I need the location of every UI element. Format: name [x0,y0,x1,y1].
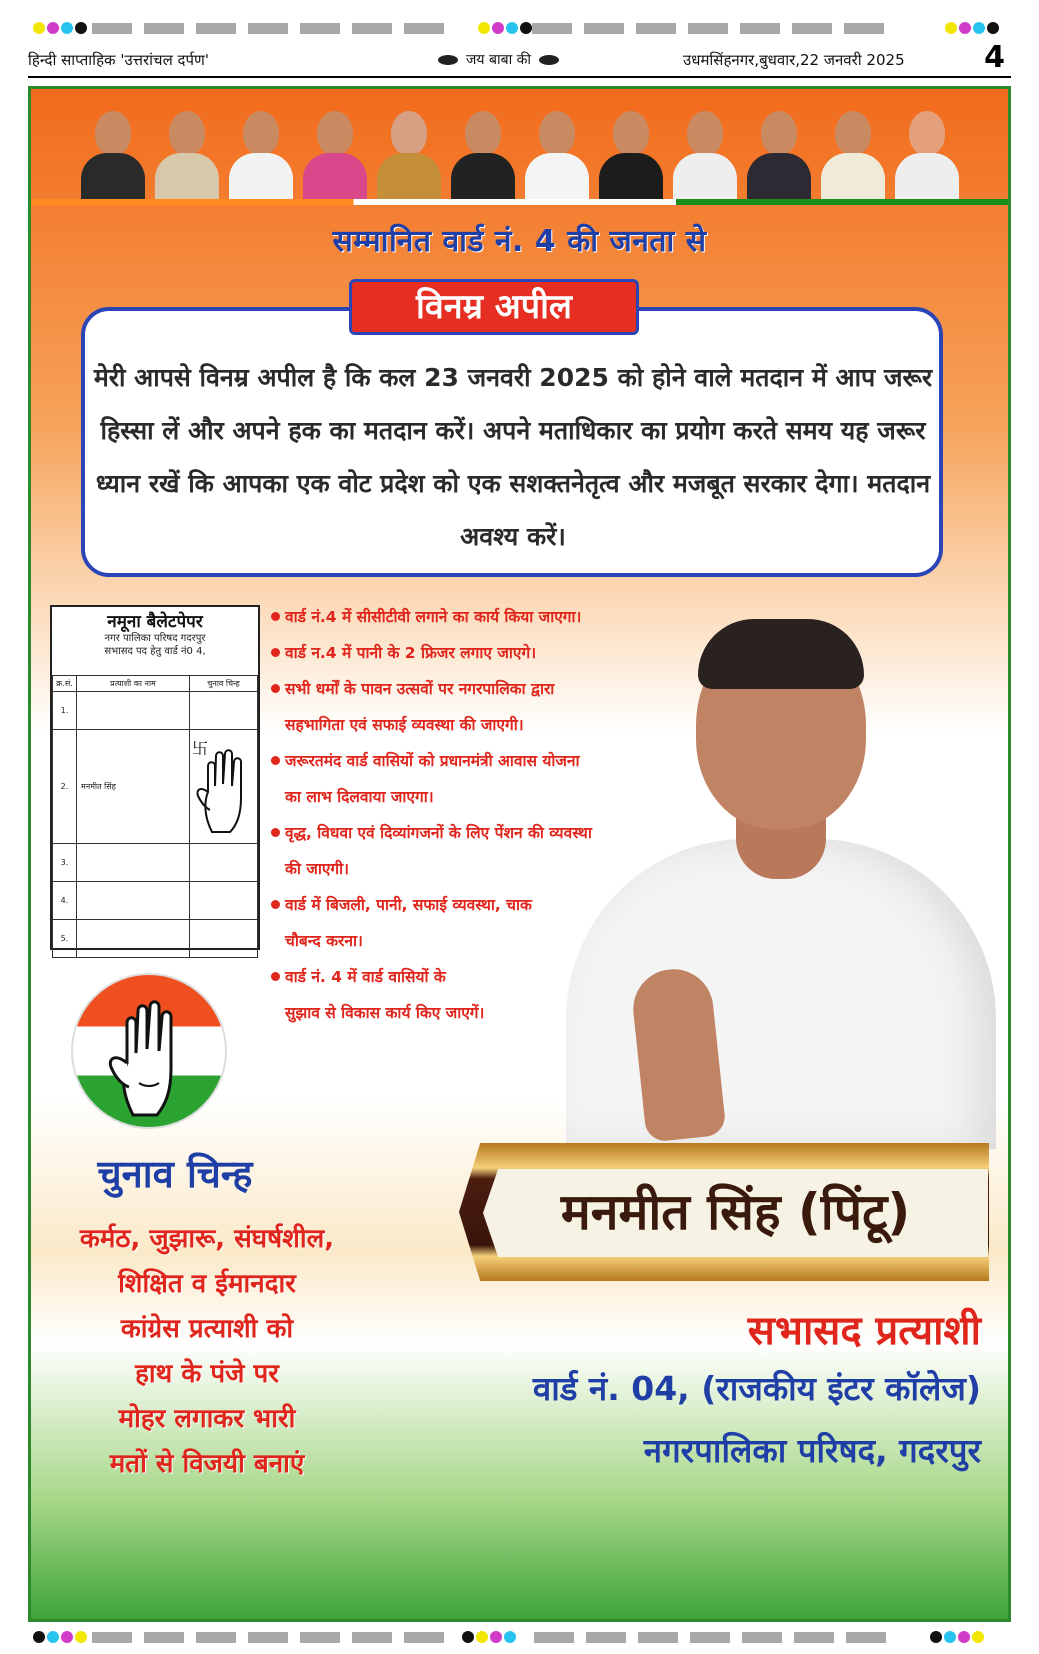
leader-photo [669,103,741,199]
ballot-col-header: क्र.सं. [53,676,77,692]
voter-appeal-line: हाथ के पंजे पर [135,1359,279,1389]
promise-item: वार्ड नं. 4 में वार्ड वासियों के सुझाव से विकास कार्य किए जाएगें। [271,959,486,1031]
registration-strip-top [0,18,1039,40]
color-dots [462,1631,516,1643]
svg-text:卐: 卐 [192,738,209,758]
addressed-to: सम्मानित वार्ड नं. 4 की जनता से [332,224,707,259]
voter-appeal-line: कांग्रेस प्रत्याशी को [120,1314,294,1344]
promise-item: वार्ड में बिजली, पानी, सफाई व्यवस्था, चाक चौबन्द करना। [271,887,561,959]
ballot-title: नमूना बैलेटपेपर [107,612,203,632]
election-advertisement [28,86,1011,1622]
dateline: उधमसिंहनगर,बुधवार,22 जनवरी 2025 [683,51,905,69]
gray-bars [534,1632,886,1643]
ballot-sno: 3. [53,844,77,882]
promise-item: जरूरतमंद वार्ड वासियों को प्रधानमंत्री आवास योजना का लाभ दिलवाया जाएगा। [271,743,591,815]
paper-name: हिन्दी साप्ताहिक 'उत्तरांचल दर्पण' [28,51,209,69]
leaders-photo-strip [31,99,1008,199]
slogan-text: जय बाबा की [466,52,532,68]
voter-appeal-line: शिक्षित व ईमानदार [118,1269,296,1299]
hand-symbol-icon [103,987,199,1119]
gray-bars [92,23,444,34]
ballot-row [53,882,258,920]
masthead [28,40,1011,78]
gray-bars [92,1632,444,1643]
ballot-sno: 5. [53,920,77,958]
page-number: 4 [984,40,1005,75]
leader-photo [743,103,815,199]
leader-photo [77,103,149,199]
leader-photo [595,103,667,199]
promises-list [271,599,671,1031]
ballot-col-header: चुनाव चिन्ह [190,676,258,692]
ballot-candidate-name: मनमीत सिंह [77,730,190,844]
leader-photo [817,103,889,199]
ballot-subtitle: सभासद पद हेतु वार्ड नं0 4, [104,646,206,657]
candidate-name: मनमीत सिंह (पिंटू) [560,1183,911,1241]
color-dots [478,22,532,34]
symbol-label: चुनाव चिन्ह [97,1152,253,1196]
ballot-sno: 1. [53,692,77,730]
leader-photo [373,103,445,199]
color-dots [33,1631,87,1643]
promise-item: वृद्ध, विधवा एवं दिव्यांगजनों के लिए पेंशन की व्यवस्था की जाएगी। [271,815,611,887]
leader-photo [225,103,297,199]
appeal-text: मेरी आपसे विनम्र अपील है कि कल 23 जनवरी 2025 को होने वाले मतदान में आप जरूर हिस्सा लें और अपने हक का मतदान करें। अपने मताधिकार का प्रयोग करते समय यह जरूर ध्यान रखें कि आपका एक वोट प्रदेश को एक सशक्तनेतृत्व और मजबूत सरकार देगा। मतदान अवश्य करें। [93,363,933,551]
party-symbol [71,973,227,1129]
ballot-sno: 2. [53,730,77,844]
hand-symbol-icon [190,736,254,836]
ballot-symbol-cell [190,730,258,844]
ballot-sno: 4. [53,882,77,920]
voter-appeal-line: मतों से विजयी बनाएं [109,1449,305,1479]
ballot-row [53,920,258,958]
slogan [430,50,567,69]
ballot-col-header: प्रत्याशी का नाम [77,676,190,692]
ballot-table [52,675,258,958]
ballot-row [53,844,258,882]
gray-bars [532,23,884,34]
color-dots [945,22,999,34]
sample-ballot [50,605,260,950]
promise-item: वार्ड नं.4 में सीसीटीवी लगाने का कार्य किया जाएगा। [271,599,671,635]
eye-icon [539,55,559,65]
voter-appeal-line: मोहर लगाकर भारी [118,1404,296,1434]
promise-item: वार्ड न.4 में पानी के 2 फ्रिजर लगाए जाएगे। [271,635,671,671]
leader-photo [299,103,371,199]
council-name: नगरपालिका परिषद, गदरपुर [643,1431,981,1470]
color-dots [33,22,87,34]
leader-photo [521,103,593,199]
voter-appeal [31,1217,383,1487]
leader-photo [891,103,963,199]
leader-photo [447,103,519,199]
ballot-row [53,692,258,730]
tricolor-divider [31,199,1008,205]
leader-photo [151,103,223,199]
ballot-subtitle: नगर पालिका परिषद गदरपुर [104,633,206,644]
ballot-row [53,730,258,844]
eye-icon [438,55,458,65]
registration-strip-bottom [0,1627,1039,1649]
voter-appeal-line: कर्मठ, जुझारू, संघर्षशील, [79,1224,335,1254]
candidate-post: सभासद प्रत्याशी [747,1308,981,1354]
color-dots [930,1631,984,1643]
promise-item: सभी धर्मों के पावन उत्सवों पर नगरपालिका द्वारा सहभागिता एवं सफाई व्यवस्था की जाएगी। [271,671,611,743]
ward-info: वार्ड नं. 04, (राजकीय इंटर कॉलेज) [532,1369,981,1408]
appeal-title: विनम्र अपील [349,279,639,335]
